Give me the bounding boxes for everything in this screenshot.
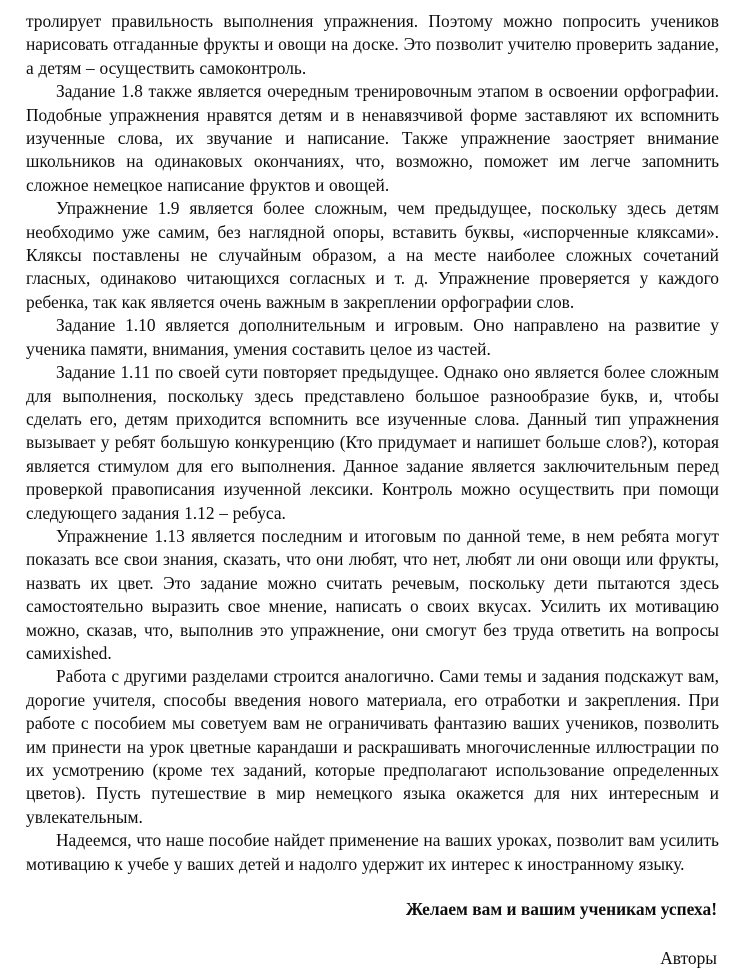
paragraph-5: Задание 1.11 по своей сути повторяет предыдущее. Однако оно является более сложным для выполнения, поскольку здесь представлено большое разнообразие букв, и, чтобы сделать его, детям приходится вспомнить все изученные слова. Данный тип упражнения вызывает у ребят большую конкуренцию (Кто придумает и напишет больше слов?), которая является стимулом для его выполнения. Данное задание является заключительным перед проверкой правописания изученной лексики. Контроль можно осуществить при помощи следующего задания 1.12 – ребуса.	[26, 362, 719, 523]
paragraph-1: тролирует правильность выполнения упражнения. Поэтому можно попросить учеников нарисовать отгаданные фрукты и овощи на доске. Это позволит учителю проверить задание, а детям – осуществить самоконтроль.	[26, 11, 719, 78]
paragraph-2: Задание 1.8 также является очередным тренировочным этапом в освоении орфографии. Подобные упражнения нравятся детям и в ненавязчивой форме заставляют их вспомнить изученные слова, их звучание и написание. Также упражнение заостряет внимание школьников на одинаковых окончаниях, что, возможно, поможет им легче запомнить сложное немецкое написание фруктов и овощей.	[26, 81, 719, 195]
closing-line: Желаем вам и вашим ученикам успеха!	[405, 899, 717, 920]
paragraph-4: Задание 1.10 является дополнительным и игровым. Оно направлено на развитие у ученика памяти, внимания, умения составить целое из частей.	[26, 315, 719, 359]
paragraph-3: Упражнение 1.9 является более сложным, чем предыдущее, поскольку здесь детям необходимо уже самим, без наглядной опоры, вставить буквы, «испорченные кляксами». Кляксы поставлены не случайным образом, а на месте наиболее сложных сочетаний гласных, одинаково читающихся согласных и т. д. Упражнение проверяется у каждого ребенка, так как является очень важным в закреплении орфографии слов.	[26, 198, 719, 312]
paragraph-7: Работа с другими разделами строится аналогично. Сами темы и задания подскажут вам, дорогие учителя, способы введения нового материала, его отработки и закрепления. При работе с пособием мы советуем вам не ограничивать фантазию ваших учеников, позволить им принести на урок цветные карандаши и раскрашивать многочисленные иллюстрации по их усмотрению (кроме тех заданий, которые предполагают использование определенных цветов). Пусть путешествие в мир немецкого языка окажется для них интересным и увлекательным.	[26, 666, 719, 827]
paragraph-8: Надеемся, что наше пособие найдет применение на ваших уроках, позволит вам усилить мотивацию к учебе у ваших детей и надолго удержит их интерес к иностранному языку.	[26, 830, 719, 874]
paragraph-6: Упражнение 1.13 является последним и итоговым по данной теме, в нем ребята могут показать все свои знания, сказать, что они любят, что нет, любят ли они овощи или фрукты, назвать их цвет. Это задание можно считать речевым, поскольку дети пытаются здесь самостоятельно выразить свое мнение, написать о своих вкусах. Усилить их мотивацию можно, сказав, что, выполнив это упражнение, они смогут без труда ответить на вопросы самихished.	[26, 525, 719, 663]
signature-line: Авторы	[660, 948, 717, 969]
